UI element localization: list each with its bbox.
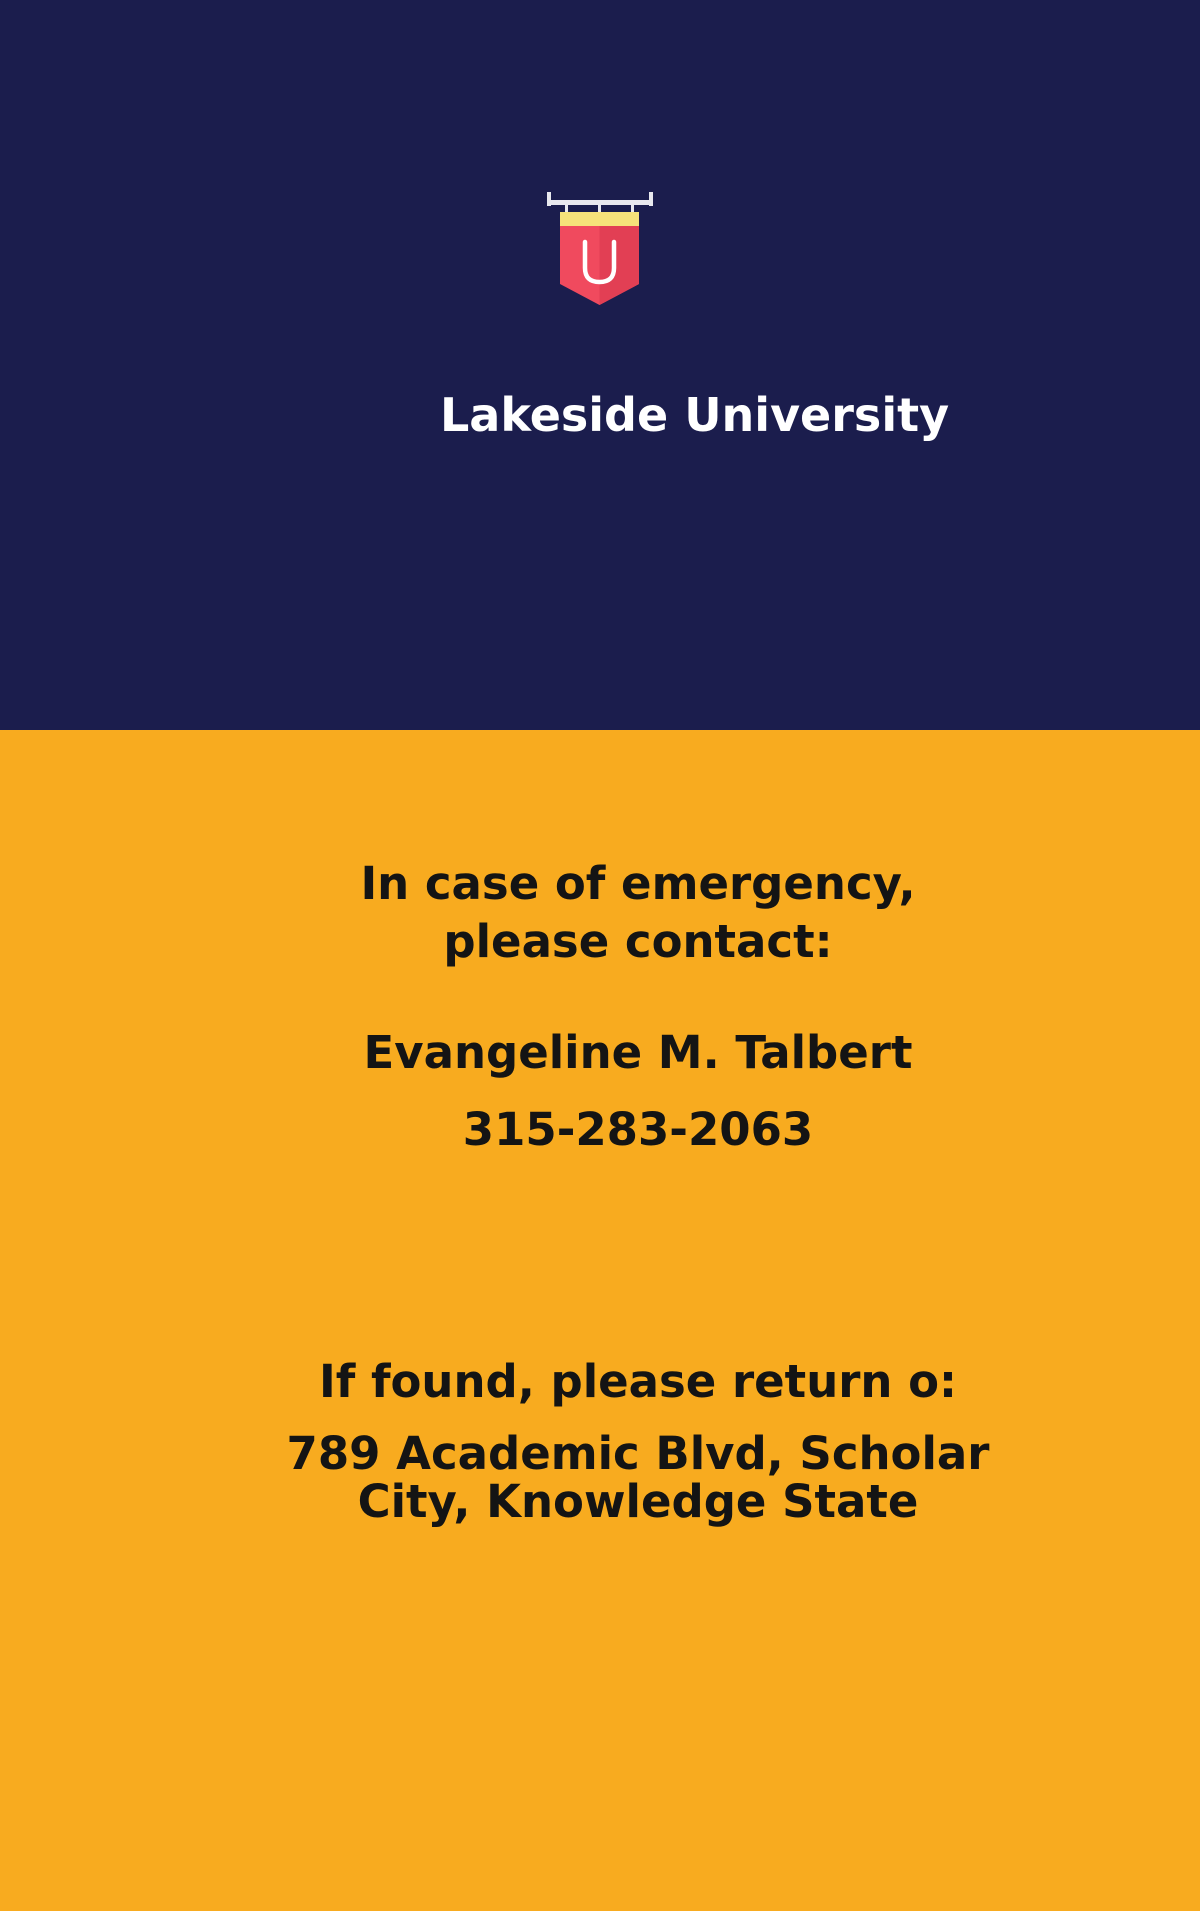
university-banner-icon [545, 190, 655, 310]
return-address [0, 1427, 1200, 1528]
university-name: Lakeside University [440, 388, 950, 442]
address-line-2: City, Knowledge State [357, 1475, 919, 1528]
emergency-line-1: In case of emergency, [360, 857, 916, 910]
address-line-1: 789 Academic Blvd, Scholar [286, 1427, 990, 1480]
header-panel [0, 0, 1200, 730]
contact-phone: 315-283-2063 [462, 1103, 814, 1156]
return-heading: If found, please return o: [318, 1355, 958, 1408]
emergency-line-2: please contact: [443, 915, 833, 968]
emergency-heading [0, 855, 1200, 971]
contact-name: Evangeline M. Talbert [363, 1026, 913, 1079]
